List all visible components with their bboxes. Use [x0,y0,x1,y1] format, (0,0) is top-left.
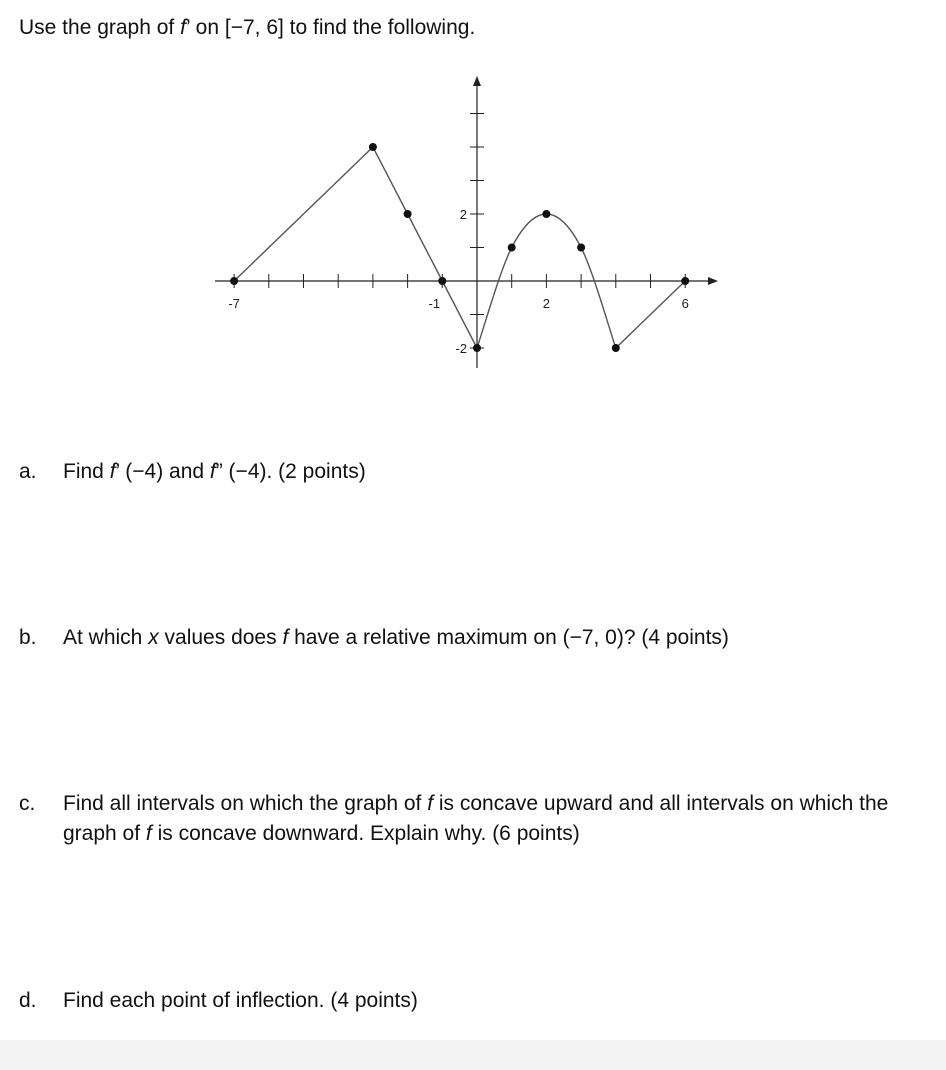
x-tick-label: -7 [228,296,240,311]
data-point [681,277,689,285]
question-b-text: At which x values does f have a relative maximum on (−7, 0)? (4 points) [63,626,729,649]
data-point [473,344,481,352]
data-point [369,143,377,151]
intro-text: Use the graph of f’ on [−7, 6] to find the following. [19,16,476,39]
data-point [508,244,516,252]
data-point [577,244,585,252]
data-point [404,210,412,218]
y-tick-label: -2 [455,341,467,356]
series-line-linear [234,147,477,348]
derivative-graph [205,68,725,373]
question-a-letter: a. [19,460,37,483]
x-tick-label: 6 [681,296,689,311]
question-d-letter: d. [19,989,37,1012]
question-a-text: Find f’ (−4) and f” (−4). (2 points) [63,460,366,483]
data-point [612,344,620,352]
data-point [230,277,238,285]
question-c-letter: c. [19,792,36,815]
y-tick-label: 2 [459,207,467,222]
question-b-letter: b. [19,626,37,649]
x-axis-arrow [708,277,718,285]
data-point [542,210,550,218]
question-c-text: Find all intervals on which the graph of f is concave upward and all intervals on which the graph of f is concave downward. Explain why. (6 points) [63,792,889,845]
x-tick-label: 2 [542,296,551,311]
x-tick-label: -1 [428,296,441,311]
y-axis-arrow [473,76,481,86]
series-line-final-segment [616,281,685,348]
data-point [438,277,446,285]
page-bottom-band [0,1040,946,1070]
question-d-text: Find each point of inflection. (4 points) [63,989,418,1012]
